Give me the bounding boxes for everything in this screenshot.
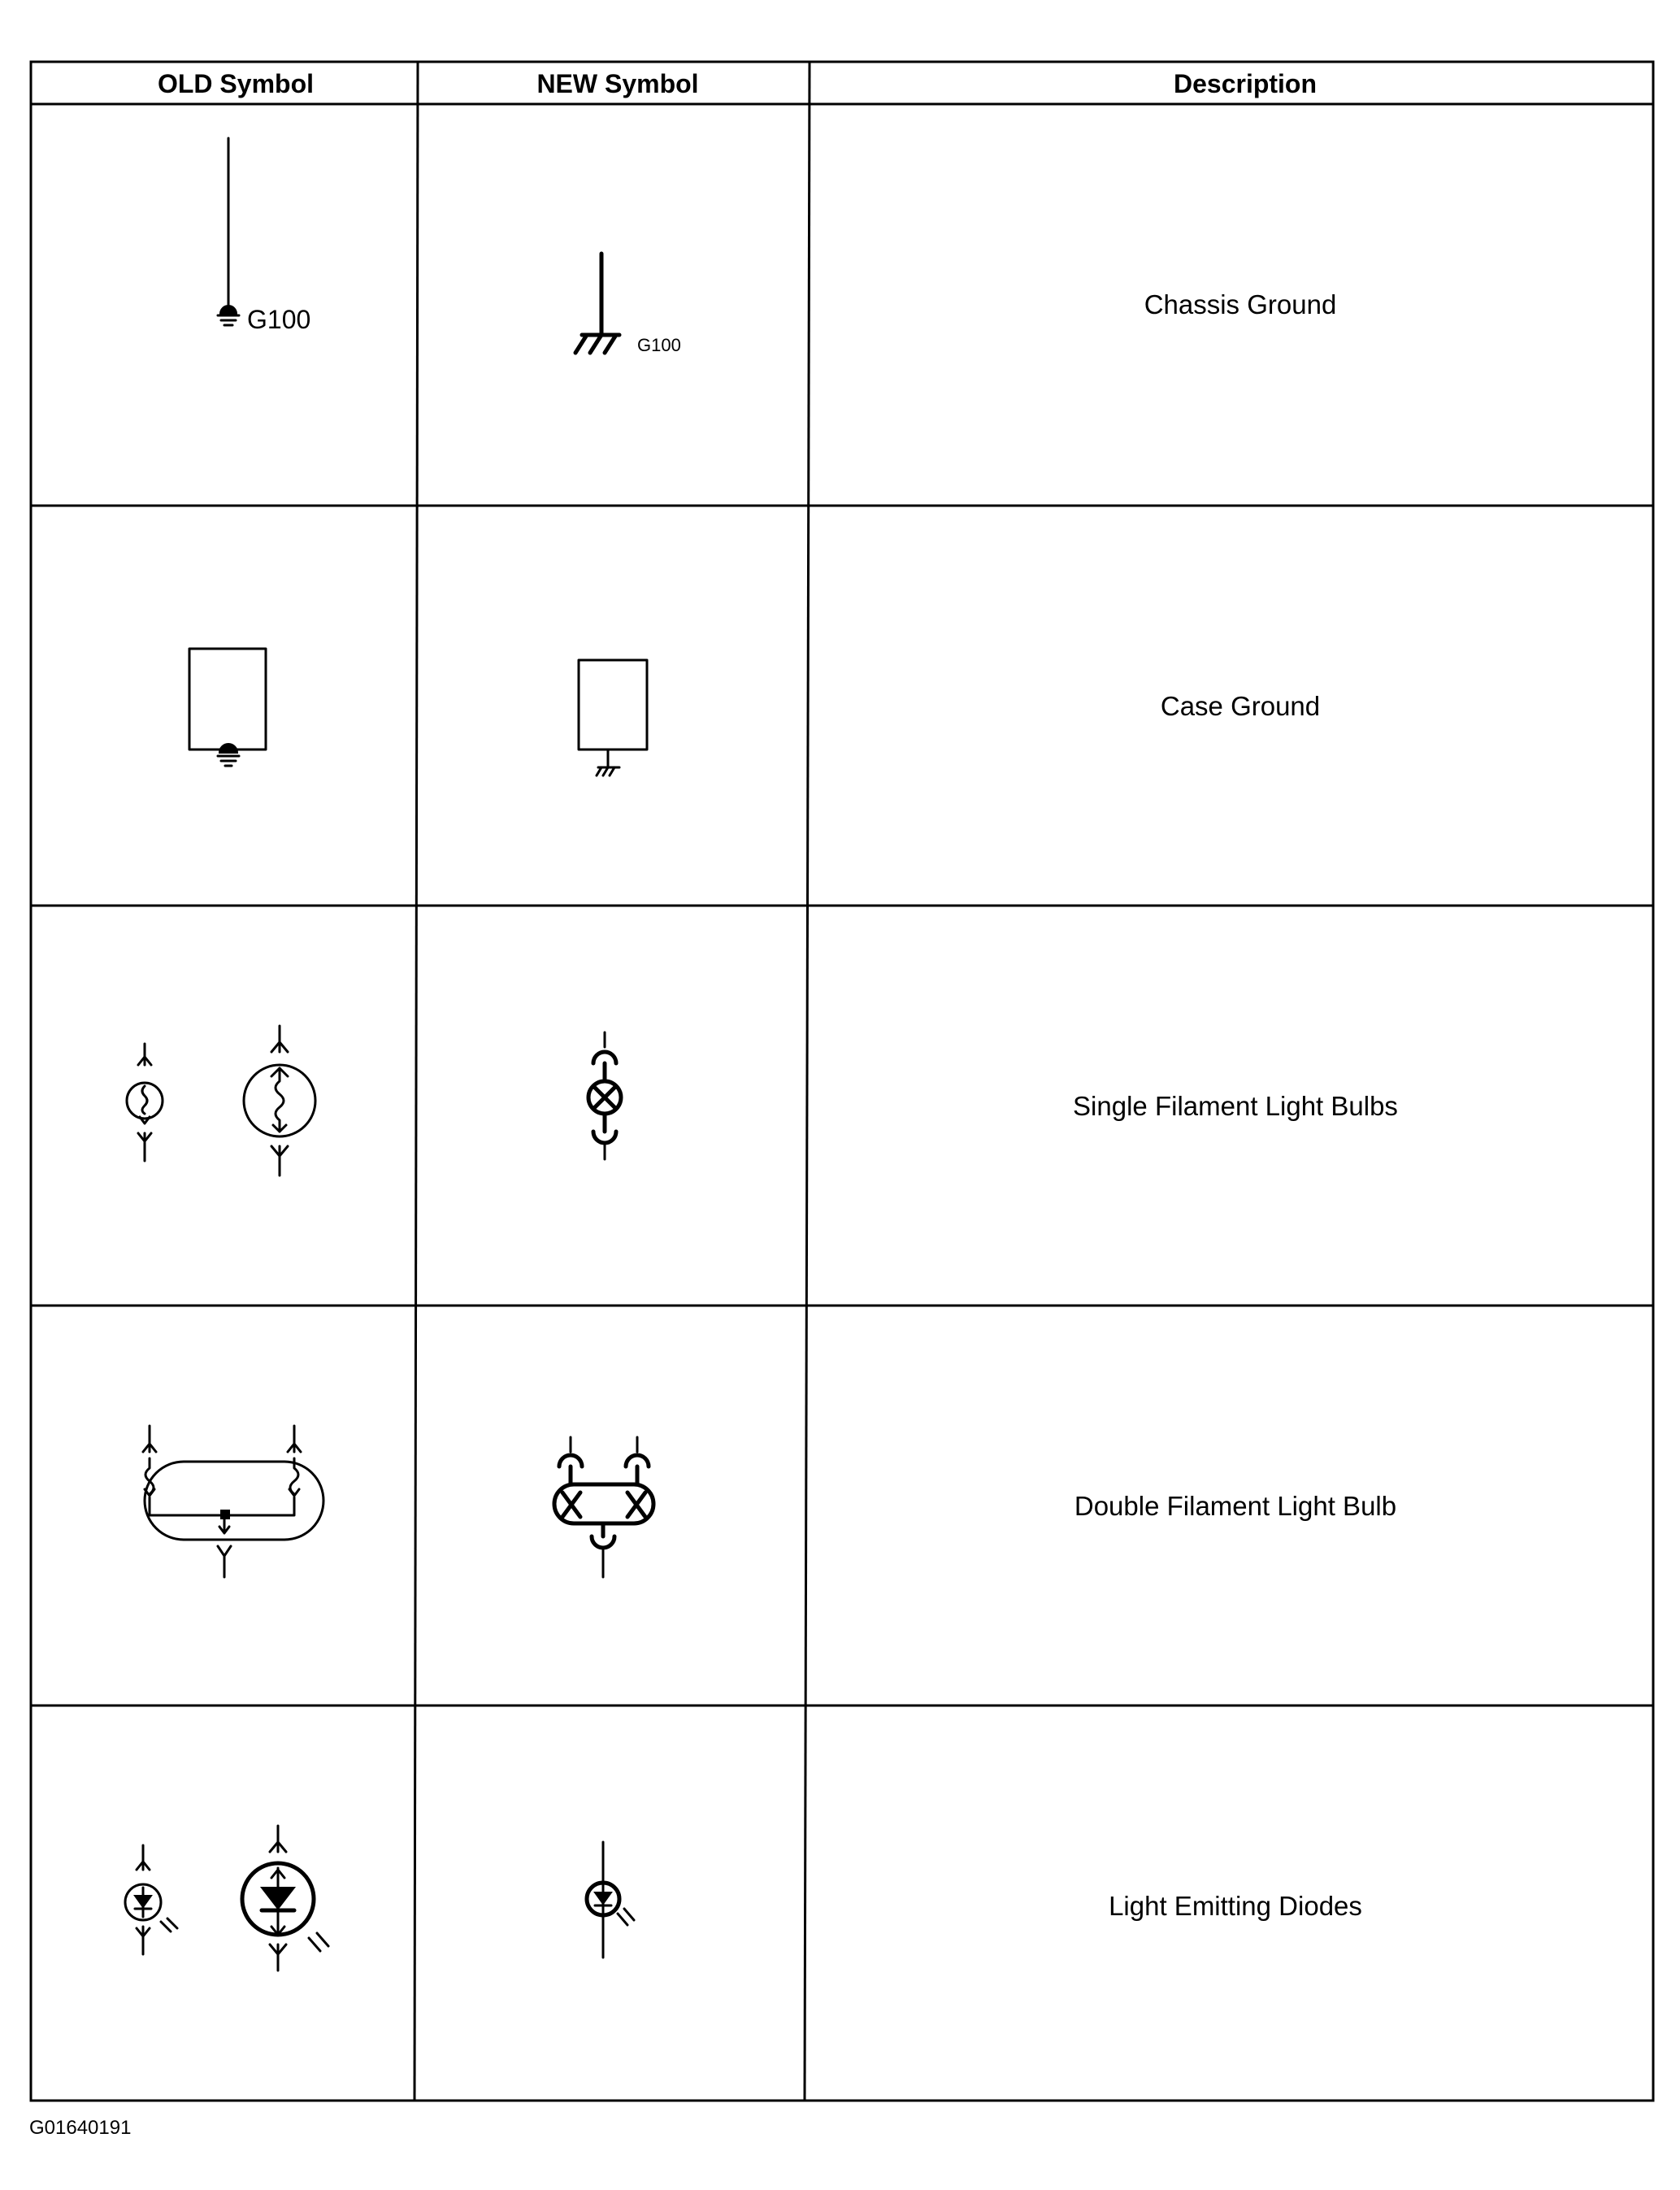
description-double-filament: Double Filament Light Bulb <box>1074 1491 1397 1521</box>
description-case-ground: Case Ground <box>1160 691 1321 721</box>
column-divider-2 <box>805 62 810 2101</box>
description-led: Light Emitting Diodes <box>1109 1891 1362 1921</box>
header-old-symbol: OLD Symbol <box>157 69 315 98</box>
table-border <box>31 62 1653 2101</box>
header-new-symbol: NEW Symbol <box>536 69 699 98</box>
description-chassis-ground: Chassis Ground <box>1144 289 1337 319</box>
symbol-table-svg <box>29 60 1655 2109</box>
new-led-icon <box>587 1842 634 1958</box>
old-small-single-bulb-icon <box>127 1044 163 1161</box>
new-single-bulb-icon <box>588 1032 621 1159</box>
header-description: Description <box>1173 69 1318 98</box>
new-case-ground-icon <box>579 660 647 776</box>
old-double-bulb-icon <box>143 1426 323 1577</box>
old-ground-label: G100 <box>247 305 311 334</box>
description-single-filament: Single Filament Light Bulbs <box>1073 1091 1398 1121</box>
figure-code: G01640191 <box>29 2117 132 2139</box>
new-ground-label: G100 <box>637 335 681 355</box>
new-chassis-ground-icon <box>575 254 619 353</box>
new-double-bulb-icon <box>554 1437 653 1577</box>
old-case-ground-icon <box>189 649 266 766</box>
old-small-led-icon <box>125 1845 177 1954</box>
old-chassis-ground-icon <box>218 138 239 325</box>
old-large-led-icon <box>242 1826 328 1971</box>
old-large-single-bulb-icon <box>244 1026 315 1175</box>
column-divider-1 <box>415 62 418 2101</box>
